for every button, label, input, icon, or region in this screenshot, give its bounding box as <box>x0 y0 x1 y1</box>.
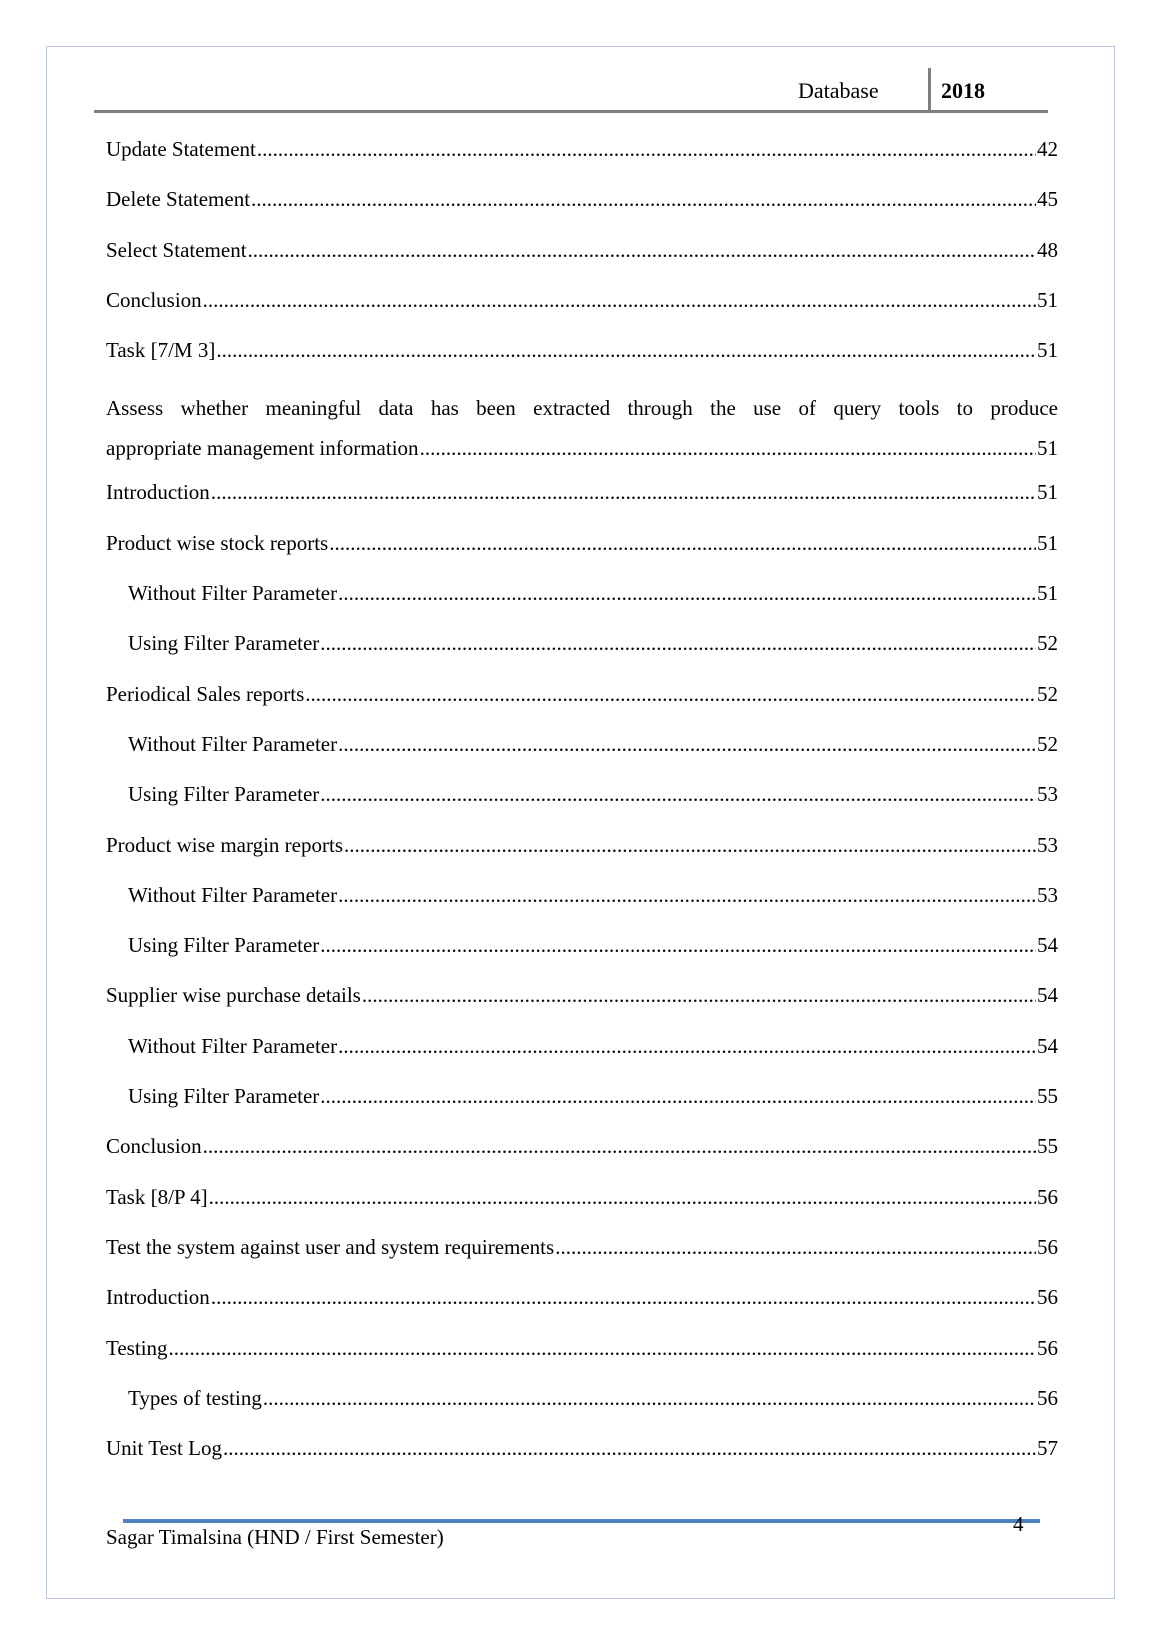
toc-entry[interactable] <box>106 1436 1058 1486</box>
toc-entry-page: 54 <box>1037 933 1058 958</box>
toc-entry[interactable] <box>106 1084 1058 1134</box>
toc-entry-page: 55 <box>1037 1084 1058 1109</box>
toc-entry-page: 51 <box>1037 338 1058 363</box>
toc-entry-page: 52 <box>1037 731 1058 756</box>
header-rule <box>94 110 1048 113</box>
toc-leader-dots <box>338 732 1036 757</box>
toc-leader-dots <box>263 1386 1036 1411</box>
toc-leader-dots <box>209 1185 1036 1210</box>
toc-entry-page: 56 <box>1037 1285 1058 1310</box>
header-year: 2018 <box>941 78 985 103</box>
toc-leader-dots <box>344 833 1036 858</box>
toc-entry-page: 54 <box>1037 983 1058 1008</box>
toc-entry-title: Without Filter Parameter <box>128 731 338 756</box>
toc-leader-dots <box>362 983 1036 1008</box>
toc-leader-dots <box>555 1235 1036 1260</box>
toc-entry-page: 42 <box>1037 137 1058 161</box>
toc-entry[interactable] <box>106 631 1058 681</box>
toc-leader-dots <box>248 238 1036 263</box>
toc-leader-dots <box>223 1436 1036 1461</box>
toc-entry-page: 51 <box>1037 530 1058 555</box>
toc-entry-page: 53 <box>1037 782 1058 807</box>
toc-entry[interactable] <box>106 1336 1058 1386</box>
toc-entry-page: 52 <box>1037 631 1058 656</box>
toc-entry-page: 45 <box>1037 187 1058 212</box>
toc-leader-dots <box>203 1134 1036 1159</box>
toc-entry-page: 55 <box>1037 1134 1058 1159</box>
toc-entry-title: Types of testing <box>128 1385 262 1410</box>
toc-leader-dots <box>169 1336 1036 1361</box>
toc-entry[interactable] <box>106 883 1058 933</box>
toc-leader-dots <box>338 883 1036 908</box>
toc-entry-title: Conclusion <box>106 287 202 312</box>
toc-leader-dots <box>320 631 1036 656</box>
toc-entry-title: Unit Test Log <box>106 1436 222 1461</box>
toc-entry-title: Without Filter Parameter <box>128 882 338 907</box>
toc-leader-dots <box>320 1084 1036 1109</box>
toc-leader-dots <box>329 531 1036 556</box>
toc-entry-page: 56 <box>1037 1385 1058 1410</box>
footer-author: Sagar Timalsina (HND / First Semester) <box>106 1525 444 1549</box>
toc-entry-title: Testing <box>106 1335 168 1360</box>
toc-leader-dots <box>251 187 1036 212</box>
toc-entry[interactable] <box>106 288 1058 338</box>
toc-entry-title-line2: appropriate management information <box>106 436 419 461</box>
toc-entry-title: Using Filter Parameter <box>128 782 320 807</box>
toc-entry-title: Using Filter Parameter <box>128 631 320 656</box>
toc-entry-page: 56 <box>1037 1234 1058 1259</box>
toc-entry[interactable] <box>106 1034 1058 1084</box>
toc-entry-title: Select Statement <box>106 237 247 262</box>
toc-entry[interactable] <box>106 187 1058 237</box>
toc-entry-title: Supplier wise purchase details <box>106 983 361 1008</box>
page-header <box>94 68 1048 113</box>
toc-entry[interactable] <box>106 833 1058 883</box>
toc-entry-title: Task [7/M 3] <box>106 338 216 363</box>
toc-entry-title: Introduction <box>106 480 210 505</box>
header-separator <box>928 68 931 113</box>
toc-entry-title: Without Filter Parameter <box>128 1033 338 1058</box>
toc-entry-page: 56 <box>1037 1184 1058 1209</box>
toc-leader-dots <box>320 933 1036 958</box>
toc-entry-title: Task [8/P 4] <box>106 1184 208 1209</box>
toc-entry-title: Test the system against user and system requirements <box>106 1234 555 1259</box>
toc-leader-dots <box>211 480 1036 505</box>
toc-entry[interactable] <box>106 1235 1058 1285</box>
toc-entry-page: 48 <box>1037 237 1058 262</box>
toc-entry[interactable] <box>106 480 1058 530</box>
toc-leader-dots <box>203 288 1036 313</box>
table-of-contents <box>106 137 1058 1486</box>
toc-entry[interactable] <box>106 581 1058 631</box>
toc-entry[interactable] <box>106 238 1058 288</box>
toc-entry-title: Delete Statement <box>106 187 251 212</box>
toc-entry-page: 51 <box>1037 480 1058 505</box>
toc-entry-title: Update Statement <box>106 137 256 161</box>
toc-entry-page: 51 <box>1037 436 1058 461</box>
toc-entry-page: 52 <box>1037 681 1058 706</box>
toc-leader-dots <box>320 782 1036 807</box>
toc-entry[interactable] <box>106 1386 1058 1436</box>
header-label: Database <box>798 78 879 103</box>
toc-entry[interactable] <box>106 338 1058 388</box>
toc-leader-dots <box>338 581 1036 606</box>
toc-entry[interactable] <box>106 1185 1058 1235</box>
toc-entry[interactable] <box>106 732 1058 782</box>
toc-entry-page: 54 <box>1037 1033 1058 1058</box>
toc-entry-page: 57 <box>1037 1436 1058 1461</box>
toc-entry[interactable] <box>106 782 1058 832</box>
toc-entry-title: Without Filter Parameter <box>128 581 338 606</box>
toc-entry[interactable] <box>106 1134 1058 1184</box>
toc-entry-title: Conclusion <box>106 1134 202 1159</box>
toc-entry[interactable] <box>106 983 1058 1033</box>
toc-entry-title-line1: Assess whether meaningful data has been extracted through the use of query tools to produce <box>106 396 1058 421</box>
toc-leader-dots <box>257 137 1036 162</box>
toc-entry-title: Product wise stock reports <box>106 530 329 555</box>
toc-leader-dots <box>211 1285 1036 1310</box>
toc-entry-title: Periodical Sales reports <box>106 681 305 706</box>
footer-rule <box>123 1519 1040 1523</box>
toc-entry-title: Using Filter Parameter <box>128 933 320 958</box>
toc-entry-page: 51 <box>1037 287 1058 312</box>
toc-leader-dots <box>338 1034 1036 1059</box>
toc-entry-title: Product wise margin reports <box>106 832 343 857</box>
toc-entry[interactable] <box>106 682 1058 732</box>
toc-leader-dots <box>216 338 1036 363</box>
toc-entry[interactable] <box>106 1285 1058 1335</box>
toc-entry-page: 53 <box>1037 832 1058 857</box>
toc-entry[interactable] <box>106 531 1058 581</box>
toc-leader-dots <box>420 428 1036 468</box>
toc-entry-page: 53 <box>1037 882 1058 907</box>
toc-leader-dots <box>305 682 1036 707</box>
toc-entry-page: 56 <box>1037 1335 1058 1360</box>
toc-entry[interactable] <box>106 388 1058 468</box>
footer-page-number: 4 <box>1013 1512 1024 1536</box>
toc-entry-page: 51 <box>1037 581 1058 606</box>
toc-entry[interactable] <box>106 137 1058 187</box>
toc-entry[interactable] <box>106 933 1058 983</box>
toc-entry-title: Introduction <box>106 1285 210 1310</box>
toc-entry-title: Using Filter Parameter <box>128 1084 320 1109</box>
